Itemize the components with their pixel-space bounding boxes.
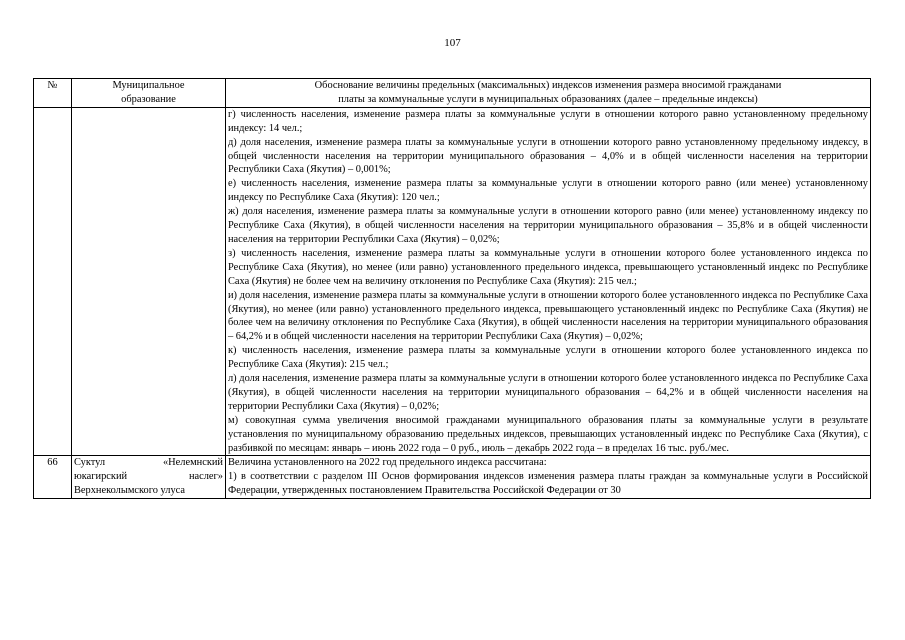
paragraph-d: д) доля населения, изменение размера платы за коммунальные услуги в отношении которого равно установленному предельному индексу, в общей численности населения на территории муниципального образования – 4,0% и в общей численности населения на территории Республики Саха (Якутия) – 0,001%; <box>228 136 868 176</box>
paragraph-m: м) совокупная сумма увеличения вносимой гражданами муниципального образования платы за коммунальные услуги в результате установления по муниципальному образованию предельных индексов, превышающих установленный индекс по Республике Саха (Якутия), с разбивкой по месяцам: январь – июнь 2022 года – 0 руб., июль – декабрь 2022 года – в пределах 16 тыс. руб./мес. <box>228 414 868 454</box>
paragraph-z: з) численность населения, изменение размера платы за коммунальные услуги в отношении которого более установленного индекса по Республике Саха (Якутия), но менее (или равно) установленного предельного индекса, превышающего установленный индекс по Республике Саха (Якутия) не более чем на величину отклонения по Республике Саха (Якутия): 215 чел.; <box>228 247 868 287</box>
paragraph-k: к) численность населения, изменение размера платы за коммунальные услуги в отношении которого более установленного индекса по Республике Саха (Якутия): 215 чел.; <box>228 345 868 371</box>
row-municipality <box>72 456 226 499</box>
municipality-line: Верхнеколымского улуса <box>74 485 186 497</box>
table-row <box>34 456 871 499</box>
paragraph-l: л) доля населения, изменение размера платы за коммунальные услуги в отношении которого более установленного индекса по Республике Саха (Якутия), в общей численности населения на территории муниципального образования – 64,2% и в общей численности населения на территории Республики Саха (Якутия) – 0,02%; <box>228 373 868 412</box>
justification-table <box>33 78 871 499</box>
page-number: 107 <box>444 37 461 49</box>
row-justification <box>226 107 871 456</box>
paragraph-e: е) численность населения, изменение размера платы за коммунальные услуги в отношении которого равно (или менее) установленному индексу по Республике Саха (Якутия): 120 чел.; <box>228 178 868 204</box>
header-justification-line: платы за коммунальные услуги в муниципальных образованиях (далее – предельные индексы) <box>338 93 758 105</box>
table-header-row <box>34 79 871 108</box>
header-justification <box>226 79 871 108</box>
paragraph-intro: Величина установленного на 2022 год предельного индекса рассчитана: <box>228 457 547 469</box>
row-municipality <box>72 107 226 456</box>
header-justification-line: Обоснование величины предельных (максимальных) индексов изменения размера вносимой гражданами <box>314 80 782 91</box>
row-number <box>34 107 72 456</box>
table-row <box>34 107 871 456</box>
header-municipality <box>72 79 226 108</box>
header-number: № <box>34 79 72 108</box>
paragraph-g: г) численность населения, изменение размера платы за коммунальные услуги в отношении которого равно установленному предельному индексу: 14 чел.; <box>228 108 868 134</box>
header-municipality-line: Муниципальное <box>112 80 185 91</box>
paragraph-1: 1) в соответствии с разделом III Основ формирования индексов изменения размера платы граждан за коммунальные услуги в Российской Федерации, утвержденных постановлением Правительства Российской Федерации от 30 <box>228 471 868 497</box>
header-municipality-line: образование <box>121 93 176 105</box>
municipality-line: Суктул «Нелемнский <box>74 457 223 469</box>
municipality-line: юкагирский наслег» <box>74 471 223 483</box>
row-number: 66 <box>34 456 72 499</box>
paragraph-zh: ж) доля населения, изменение размера платы за коммунальные услуги в отношении которого равно (или менее) установленному индексу по Республике Саха (Якутия), в общей численности населения на территории муниципального образования – 35,8% и в общей численности населения на территории Республики Саха (Якутия) – 0,02%; <box>228 206 868 245</box>
row-justification <box>226 456 871 499</box>
paragraph-i: и) доля населения, изменение размера платы за коммунальные услуги в отношении которого более установленного индекса по Республике Саха (Якутия), но менее (или равно) установленного предельного индекса, превышающего установленный индекс по Республике Саха (Якутия) не более чем на величину отклонения по Республике Саха (Якутия), в общей численности населения на территории муниципального образования – 64,2% и в общей численности населения на территории Республики Саха (Якутия) – 0,02%; <box>228 289 868 343</box>
